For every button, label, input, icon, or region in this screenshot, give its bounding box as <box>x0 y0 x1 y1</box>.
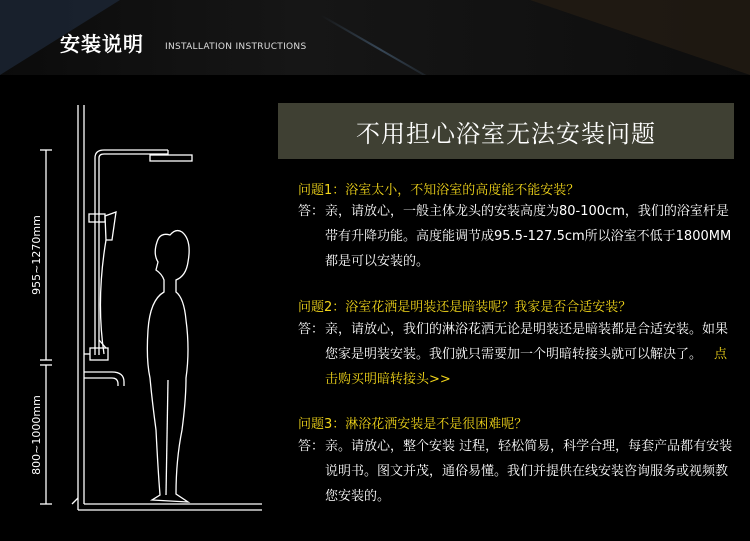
header-banner <box>0 0 750 75</box>
buy-adapter-link[interactable]: 点击购买明暗转接头>> <box>325 347 728 387</box>
question-3: 问题3：淋浴花洒安装是不是很困难呢？ <box>298 417 528 432</box>
leg-line <box>166 380 168 495</box>
shower-hose <box>100 240 106 354</box>
slide-holder <box>89 214 105 222</box>
header-decoration <box>530 0 750 75</box>
lower-dimension-label: 800~1000mm <box>30 395 43 475</box>
answer-label: 答： <box>298 204 325 219</box>
answer-2 <box>298 317 738 392</box>
section-banner-text: 不用担心浴室无法安装问题 <box>356 119 656 148</box>
answer-1 <box>298 199 738 274</box>
installation-diagram <box>0 90 270 541</box>
person-silhouette <box>147 231 189 502</box>
question-2: 问题2：浴室花洒是明装还是暗装呢？我家是否合适安装？ <box>298 300 632 315</box>
answer-text: 亲，请放心，我们的淋浴花洒无论是明装还是暗装都是合适安装。如果您家是明装安装。我们就只需要加一个明暗转接头就可以解决了。 <box>325 322 729 362</box>
section-banner <box>278 103 734 159</box>
tub-spout <box>84 378 118 386</box>
header-light-beam <box>320 14 442 75</box>
question-1: 问题1：浴室太小，不知浴室的高度能不能安装？ <box>298 183 580 198</box>
answer-3 <box>298 434 738 509</box>
answer-text: 亲，请放心，一般主体龙头的安装高度为80-100cm，我们的浴室杆是带有升降功能。高度能调节成95.5-127.5cm所以浴室不低于1800MM都是可以安装的。 <box>325 204 732 269</box>
answer-text: 亲。请放心，整个安装 过程，轻松简易，科学合理，每套产品都有安装说明书。图文并茂，通俗易懂。我们并提供在线安装咨询服务或视频教您安装的。 <box>325 439 733 504</box>
upper-dimension-label: 955~1270mm <box>30 215 43 295</box>
answer-label: 答： <box>298 439 325 454</box>
hand-shower <box>105 212 116 240</box>
answer-label: 答： <box>298 322 325 337</box>
answer-text-wrapper <box>298 317 738 392</box>
page-subtitle: INSTALLATION INSTRUCTIONS <box>165 42 307 52</box>
shower-head <box>150 155 192 161</box>
page-title: 安装说明 <box>60 32 144 56</box>
hatch-mark <box>72 498 78 504</box>
